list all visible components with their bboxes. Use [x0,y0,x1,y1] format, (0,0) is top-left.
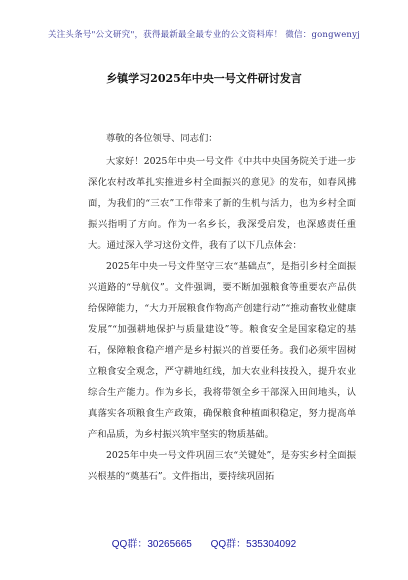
header-promo-note: 关注头条号"公文研究"，获得最新最全最专业的公文资料库！ 微信：gongwenyj [48,30,360,40]
salutation: 尊敬的各位领导、同志们： [106,133,218,144]
qq-group-1: QQ群：30265665 [111,539,192,550]
qq-group-2: QQ群：535304092 [210,539,297,550]
document-title: 乡镇学习2025年中央一号文件研讨发言 [106,72,302,85]
paragraph: 大家好！2025年中央一号文件《中共中央国务院关于进一步深化农村改革扎实推进乡村全面振兴的意见》的发布，如春风拂面，为我们的“三农”工作带来了新的生机与活力，也为乡村全面振兴指明了方向。作为一名乡长，我深受启发，也深感责任重大。通过深入学习这份文件，我有了以下几点体会： [88,156,356,251]
paragraph: 2025年中央一号文件坚守三农“基础点”，是指引乡村全面振兴道路的“导航仪”。文件强调，要不断加强粮食等重要农产品供给保障能力，“大力开展粮食作物高产创建行动”“推动畜牧业健康发展”“加强耕地保护与质量建设”等。粮食安全是国家稳定的基石，保障粮食稳产增产是乡村振兴的首要任务。我们必须牢固树立粮食安全观念，严守耕地红线，加大农业科技投入，提升农业综合生产能力。作为乡长，我将带领全乡干部深入田间地头，认真落实各项粮食生产政策，确保粮食种植面积稳定，努力提高单产和品质，为乡村振兴筑牢坚实的物质基础。 [88,261,356,440]
document-body [88,128,356,487]
footer-contact [0,535,408,550]
paragraph: 2025年中央一号文件巩固三农“关键处”，是夯实乡村全面振兴根基的“奠基石”。文件指出，要持续巩固拓 [88,450,356,482]
